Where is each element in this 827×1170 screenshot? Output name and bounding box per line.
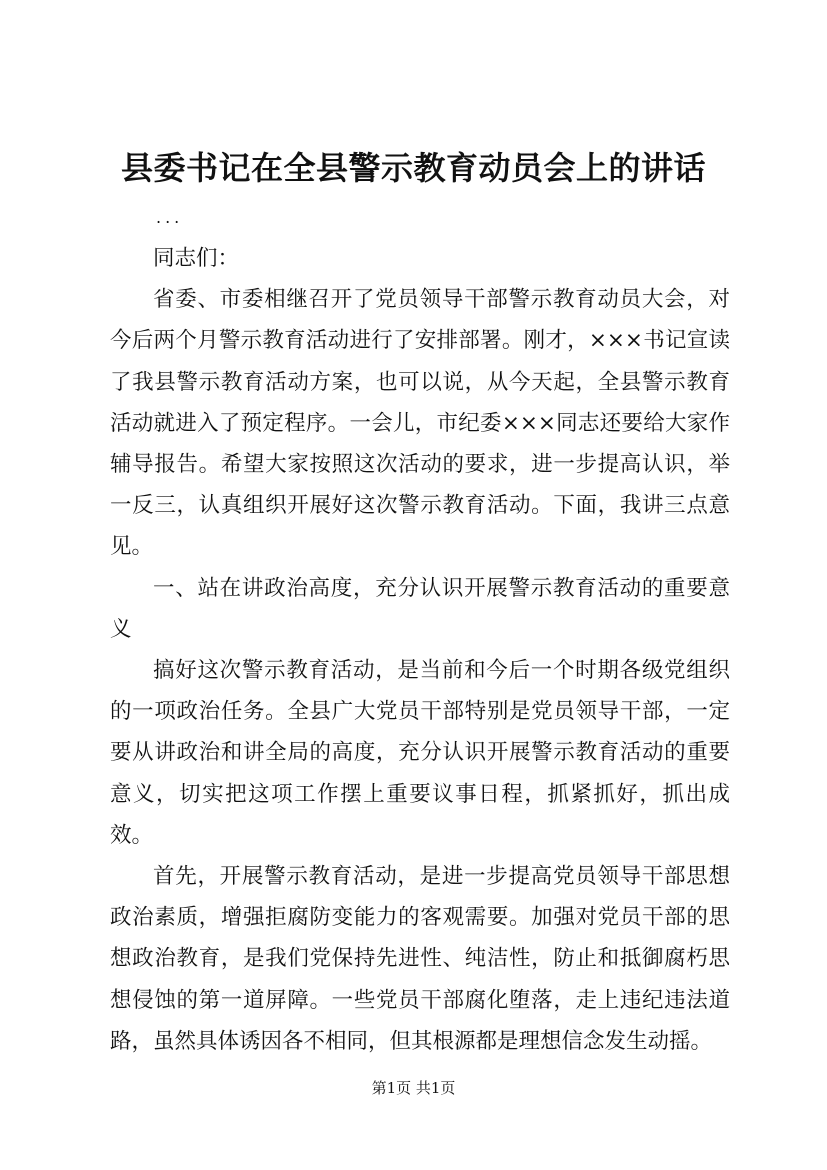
body-paragraph: 省委、市委相继召开了党员领导干部警示教育动员大会，对今后两个月警示教育活动进行了安排部署。刚才，×××书记宣读了我县警示教育活动方案，也可以说，从今天起，全县警示教育活动就进入了预定程序。一会儿，市纪委×××同志还要给大家作辅导报告。希望大家按照这次活动的要求，进一步提高认识，举一反三，认真组织开展好这次警示教育活动。下面，我讲三点意见。 xyxy=(110,287,730,560)
ellipsis-text: ... xyxy=(156,208,184,227)
body-paragraph: 首先，开展警示教育活动，是进一步提高党员领导干部思想政治素质，增强拒腐防变能力的客观需要。加强对党员干部的思想政治教育，是我们党保持先进性、纯洁性，防止和抵御腐朽思想侵蚀的第一道屏障。一些党员干部腐化堕落，走上违纪违法道路，虽然具体诱因各不相同，但其根源都是理想信念发生动摇。 xyxy=(110,864,730,1054)
page-footer: 第1页 共1页 xyxy=(371,1079,456,1097)
document-title: 县委书记在全县警示教育动员会上的讲话 xyxy=(120,149,706,187)
document-body xyxy=(110,238,730,1062)
section-heading: 一、站在讲政治高度，充分认识开展警示教育活动的重要意义 xyxy=(110,575,730,642)
body-paragraph: 搞好这次警示教育活动，是当前和今后一个时期各级党组织的一项政治任务。全县广大党员干部特别是党员领导干部，一定要从讲政治和讲全局的高度，充分认识开展警示教育活动的重要意义，切实把这项工作摆上重要议事日程，抓紧抓好，抓出成效。 xyxy=(110,658,730,848)
greeting-paragraph: 同志们： xyxy=(153,246,240,271)
